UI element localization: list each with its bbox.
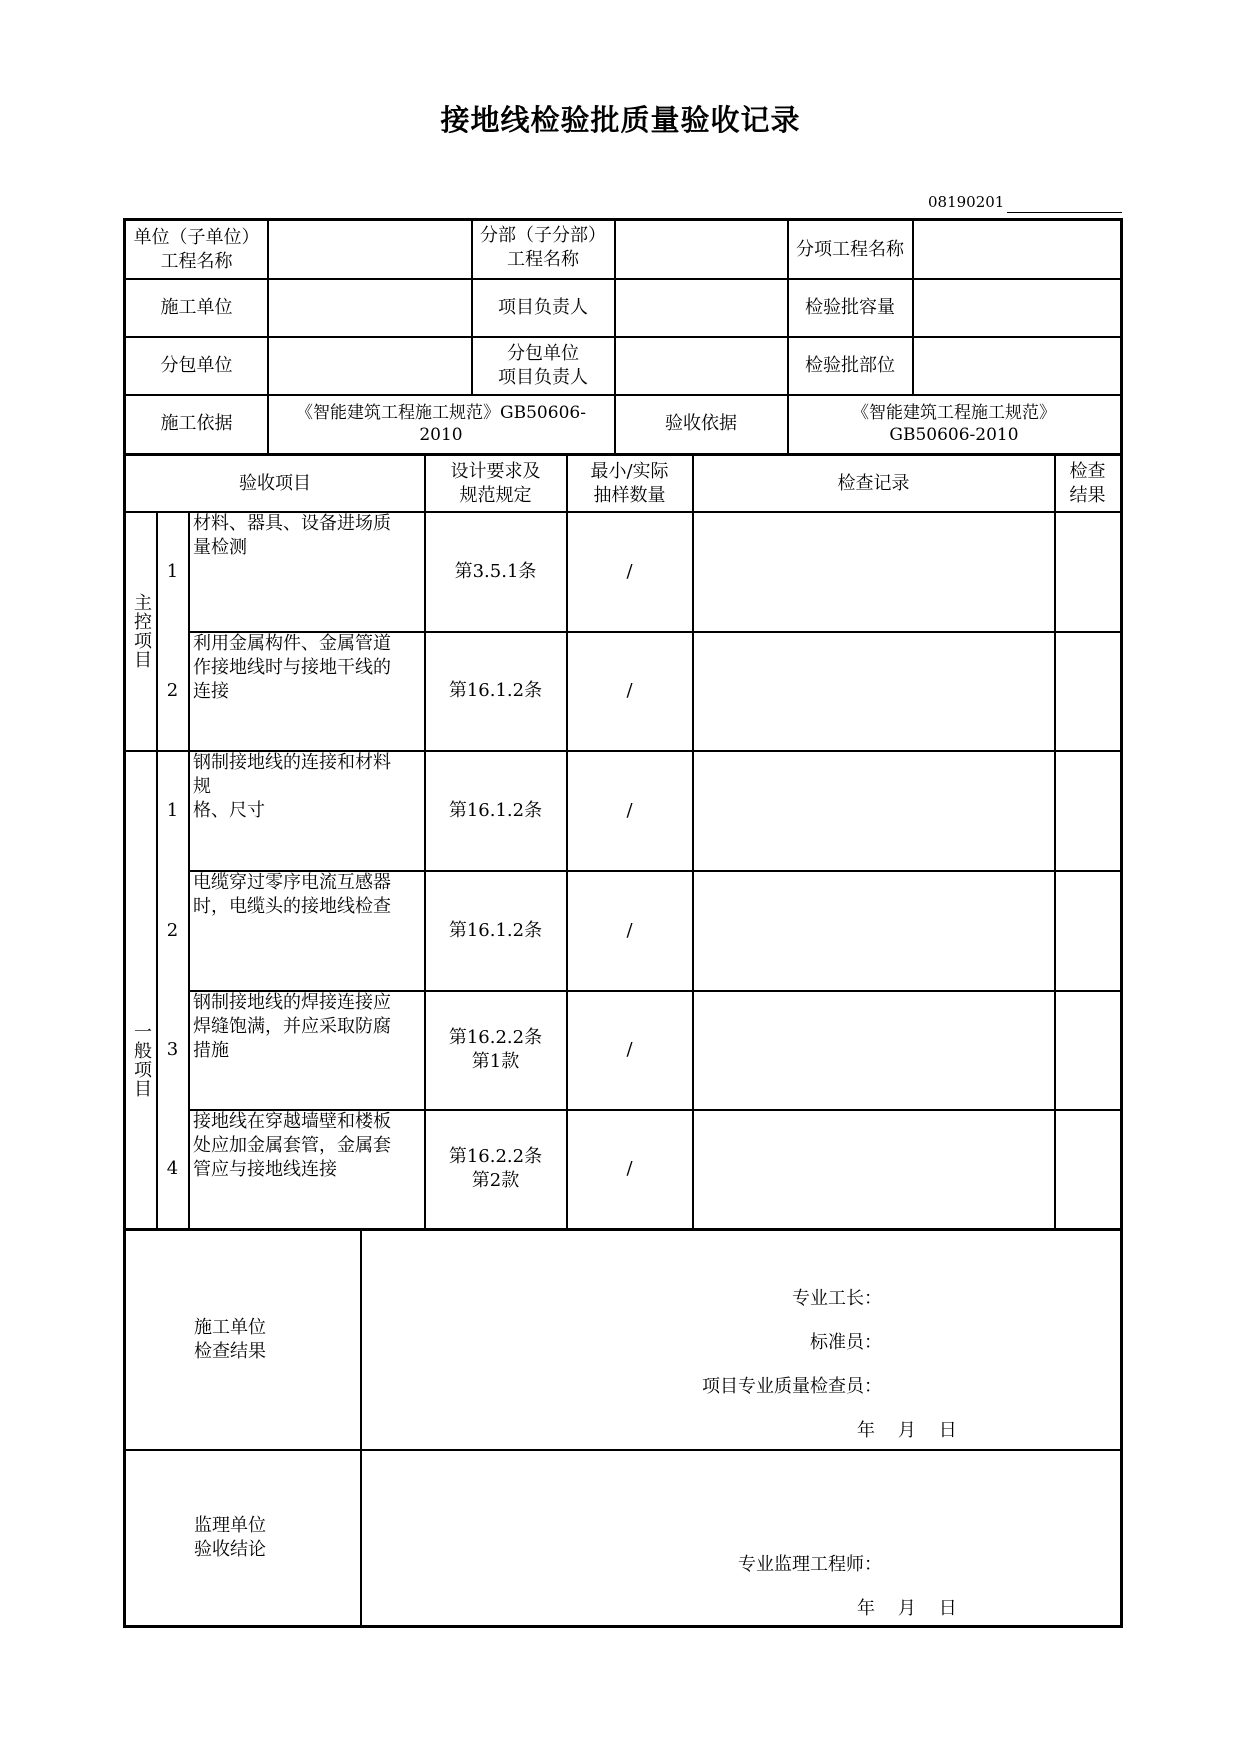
- item-number: 1: [166, 560, 179, 582]
- batch-capacity-label: 检验批容量: [805, 296, 895, 318]
- acceptance-basis-value: 《智能建筑工程施工规范》 GB50606-2010: [852, 403, 1056, 445]
- rule: [123, 336, 1123, 338]
- group-general-label: 一般项目: [131, 1021, 152, 1098]
- item-text: 钢制接地线的焊接连接应 焊缝饱满，并应采取防腐 措施: [193, 992, 391, 1061]
- item-number: 4: [166, 1158, 179, 1179]
- item-number: 3: [166, 1039, 179, 1060]
- construction-check-label: 施工单位 检查结果: [194, 1317, 266, 1362]
- item-spec: 第16.1.2条: [448, 799, 543, 821]
- item-sample: /: [626, 680, 633, 701]
- item-spec: 第3.5.1条: [454, 560, 537, 582]
- sub-item-value[interactable]: [913, 221, 1120, 278]
- construction-unit-label: 施工单位: [160, 296, 233, 318]
- sub-division-value[interactable]: [615, 221, 787, 278]
- supervision-label: 监理单位 验收结论: [194, 1514, 266, 1560]
- item-number: 1: [166, 799, 179, 821]
- item-spec: 第16.2.2条 第2款: [448, 1146, 543, 1191]
- group-main-label: 主控项目: [131, 593, 152, 669]
- quality-inspector-label: 项目专业质量检查员：: [702, 1376, 882, 1397]
- rule: [123, 278, 1123, 280]
- project-leader-label: 项目负责人: [498, 296, 588, 318]
- supervision-date: 年 月 日: [857, 1598, 957, 1619]
- item-text: 接地线在穿越墙壁和楼板 处应加金属套管，金属套 管应与接地线连接: [193, 1111, 391, 1180]
- col-item: 验收项目: [239, 472, 311, 494]
- construction-date: 年 月 日: [857, 1420, 957, 1441]
- construction-basis-label: 施工依据: [160, 413, 233, 434]
- foreman-label: 专业工长：: [792, 1288, 882, 1309]
- item-spec: 第16.1.2条: [448, 919, 543, 941]
- subcontract-unit-label: 分包单位: [160, 354, 233, 376]
- item-text: 材料、器具、设备进场质 量检测: [193, 513, 391, 558]
- subcontract-leader-label: 分包单位 项目负责人: [498, 342, 588, 388]
- item-number: 2: [166, 680, 179, 701]
- rule: [360, 1230, 362, 1628]
- item-sample: /: [626, 1158, 633, 1179]
- item-sample: /: [626, 919, 633, 941]
- col-result: 检查 结果: [1069, 460, 1106, 506]
- item-spec: 第16.1.2条: [448, 680, 543, 701]
- item-spec: 第16.2.2条 第1款: [448, 1027, 543, 1072]
- item-text: 电缆穿过零序电流互感器 时，电缆头的接地线检查: [193, 872, 391, 917]
- construction-basis-value: 《智能建筑工程施工规范》GB50606- 2010: [296, 403, 586, 445]
- col-sample: 最小/实际 抽样数量: [590, 460, 669, 506]
- unit-name-label: 单位（子单位） 工程名称: [133, 226, 260, 272]
- page-title: 接地线检验批质量验收记录: [440, 103, 801, 137]
- acceptance-basis-label: 验收依据: [665, 413, 737, 434]
- batch-location-label: 检验批部位: [805, 354, 895, 376]
- col-design: 设计要求及 规范规定: [450, 460, 541, 506]
- item-number: 2: [166, 919, 179, 941]
- item-text: 利用金属构件、金属管道 作接地线时与接地干线的 连接: [193, 633, 391, 702]
- rule: [692, 455, 694, 1230]
- supervising-engineer-label: 专业监理工程师：: [738, 1554, 882, 1575]
- sub-division-label: 分部（子分部） 工程名称: [480, 224, 606, 270]
- item-text: 钢制接地线的连接和材料 规 格、尺寸: [193, 752, 391, 821]
- sub-item-label: 分项工程名称: [796, 238, 904, 260]
- form-code-underline: [1007, 212, 1122, 213]
- item-sample: /: [626, 1039, 633, 1060]
- standards-officer-label: 标准员：: [810, 1332, 882, 1353]
- item-sample: /: [626, 799, 633, 821]
- rule: [1054, 455, 1056, 1230]
- form-code: 08190201: [928, 193, 1005, 211]
- item-sample: /: [626, 560, 633, 582]
- col-record: 检查记录: [837, 472, 910, 494]
- unit-name-value[interactable]: [268, 221, 471, 278]
